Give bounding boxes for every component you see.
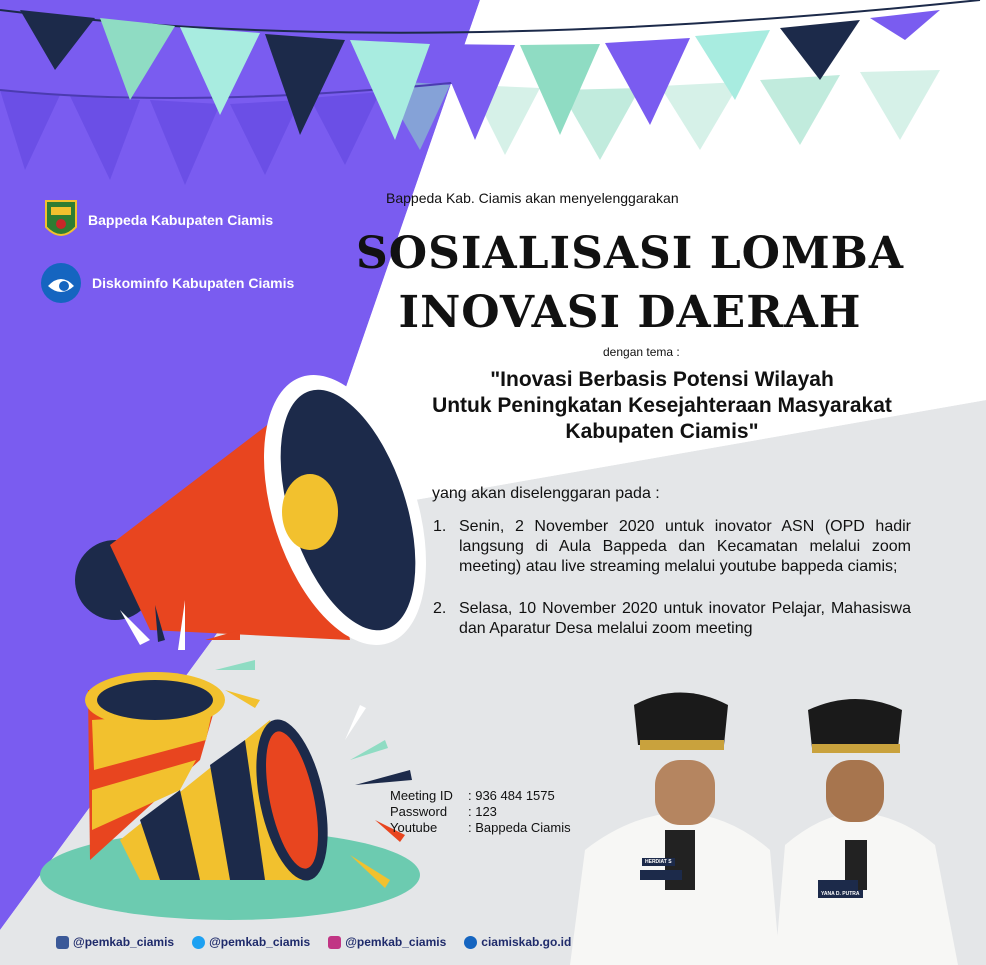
schedule-item — [433, 517, 911, 577]
meeting-info — [390, 788, 571, 836]
schedule-item-text: Selasa, 10 November 2020 untuk inovator Pelajar, Mahasiswa dan Aparatur Desa melalui zoom meeting — [459, 600, 911, 637]
bappeda-logo-row — [44, 197, 273, 243]
meeting-id-row — [390, 788, 571, 804]
instagram-icon — [328, 936, 341, 949]
schedule-item — [433, 599, 911, 639]
title-line-2: INOVASI DAERAH — [398, 287, 862, 338]
theme-label: dengan tema : — [603, 345, 680, 359]
facebook-handle: @pemkab_ciamis — [73, 935, 175, 949]
diskominfo-logo-icon — [40, 262, 82, 304]
footer-social — [56, 935, 571, 949]
schedule-item-text: Senin, 2 November 2020 untuk inovator ASN (OPD hadir langsung di Aula Bappeda dan Kecamatan melalui zoom meeting) atau live streaming melalui youtube bappeda ciamis; — [459, 518, 911, 575]
left-nametag: HERDIAT S — [642, 858, 675, 866]
right-nametag: YANA D. PUTRA — [818, 890, 863, 898]
youtube-row — [390, 820, 571, 836]
instagram-handle: @pemkab_ciamis — [345, 935, 447, 949]
theme-line-1: "Inovasi Berbasis Potensi Wilayah — [490, 368, 834, 391]
theme-text — [392, 367, 932, 445]
diskominfo-label: Diskominfo Kabupaten Ciamis — [92, 275, 295, 291]
schedule-item-number: 1. — [433, 518, 447, 535]
meeting-id-label: Meeting ID — [390, 788, 453, 803]
title-line-1: SOSIALISASI LOMBA — [355, 228, 904, 279]
schedule-list — [433, 517, 911, 661]
facebook-icon — [56, 936, 69, 949]
website-link[interactable] — [464, 935, 571, 949]
diskominfo-logo-row — [40, 262, 294, 304]
theme-line-2: Untuk Peningkatan Kesejahteraan Masyarakat — [432, 394, 892, 417]
facebook-link[interactable] — [56, 935, 174, 949]
meeting-id-value: : 936 484 1575 — [468, 788, 555, 803]
website-url: ciamiskab.go.id — [481, 935, 572, 949]
globe-icon — [464, 936, 477, 949]
intro-text: Bappeda Kab. Ciamis akan menyelenggarakan — [386, 190, 679, 206]
bappeda-label: Bappeda Kabupaten Ciamis — [88, 212, 274, 228]
password-row — [390, 804, 571, 820]
twitter-link[interactable] — [192, 935, 310, 949]
schedule-item-number: 2. — [433, 600, 447, 617]
youtube-label: Youtube — [390, 820, 438, 835]
regency-crest-icon — [44, 197, 78, 243]
twitter-handle: @pemkab_ciamis — [209, 935, 311, 949]
theme-line-3: Kabupaten Ciamis" — [565, 420, 759, 443]
schedule-intro: yang akan diselenggaran pada : — [432, 485, 660, 502]
twitter-icon — [192, 936, 205, 949]
password-label: Password — [390, 804, 448, 819]
instagram-link[interactable] — [328, 935, 446, 949]
password-value: : 123 — [468, 804, 497, 819]
youtube-value: : Bappeda Ciamis — [468, 820, 571, 835]
